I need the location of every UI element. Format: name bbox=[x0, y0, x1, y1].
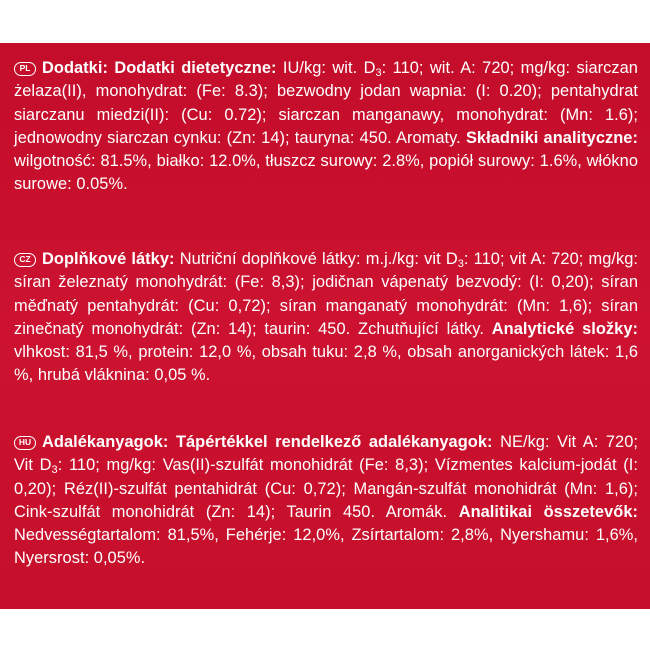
heading-dietetic-additives: Dodatki dietetyczne: bbox=[114, 59, 277, 77]
analytical-text: wilgotność: 81.5%, białko: 12.0%, tłuszcz surowy: 2.8%, popiół surowy: 1.6%, włókno surowe: 0.05%. bbox=[14, 152, 638, 194]
heading-analytical-constituents: Analitikai összetevők: bbox=[458, 502, 639, 521]
product-label bbox=[0, 43, 650, 609]
section-czech bbox=[14, 248, 638, 388]
section-hungarian bbox=[14, 431, 638, 571]
heading-additives: Doplňkové látky: bbox=[42, 250, 175, 268]
composition-text: IU/kg: wit. D bbox=[282, 59, 376, 77]
heading-additives: Adalékanyagok: Tápértékkel rendelkező adalékanyagok: bbox=[42, 433, 493, 451]
composition-text: NE/kg: Vit A: 720; Vit D bbox=[14, 433, 638, 475]
composition-text: : 110; mg/kg: Vas(II)-szulfát monohidrát (Fe: 8,3); Vízmentes kalcium-jodát (I: 0,20); Réz(II)-szulfát pentahidrát (Cu: 0,72); Mangán-szulfát monohidrát (Mn: 1,6); Cink-szulfát monohidrát (Zn: 14); Taurin 450. Aromák. bbox=[14, 456, 639, 521]
language-badge-cz: CZ bbox=[14, 253, 36, 267]
composition-text: : 110; vit A: 720; mg/kg: síran železnatý monohydrát: (Fe: 8,3); jodičnan vápenatý bezvodý: (I: 0,20); síran měďnatý pentahydrát: (Cu: 0,72); síran manganatý monohydrát: (Mn: 1,6); síran zinečnatý monohydrát: (Zn: 14); taurin: 450. Zchutňující látky. bbox=[14, 250, 638, 338]
composition-text: Nutriční doplňkové látky: m.j./kg: vit D bbox=[179, 250, 458, 268]
subscript: 3 bbox=[51, 464, 58, 477]
heading-analytical-constituents: Analytické složky: bbox=[491, 319, 638, 338]
analytical-text: Nedvességtartalom: 81,5%, Fehérje: 12,0%, Zsírtartalom: 2,8%, Nyershamu: 1,6%, Nyersrost: 0,05%. bbox=[14, 526, 638, 568]
language-badge-pl: PL bbox=[14, 62, 36, 76]
analytical-text: vlhkost: 81,5 %, protein: 12,0 %, obsah tuku: 2,8 %, obsah anorganických látek: 1,6 %, hrubá vláknina: 0,05 %. bbox=[14, 343, 638, 385]
language-badge-hu: HU bbox=[14, 436, 36, 450]
heading-additives: Dodatki: bbox=[42, 59, 108, 77]
subscript: 3 bbox=[375, 67, 382, 79]
subscript: 3 bbox=[457, 258, 464, 270]
section-polish bbox=[14, 57, 638, 197]
composition-text: : 110; wit. A: 720; mg/kg: siarczan żelaza(II), monohydrat: (Fe: 8.3); bezwodny jodan wapnia: (I: 0.20); pentahydrat siarczanu miedzi(II): (Cu: 0.72); siarczan manganawy, monohydrat: (Mn: 1.6); jednowodny siarczan cynku: (Zn: 14); tauryna: 450. Aromaty. bbox=[14, 59, 638, 147]
heading-analytical-constituents: Składniki analityczne: bbox=[465, 128, 638, 147]
